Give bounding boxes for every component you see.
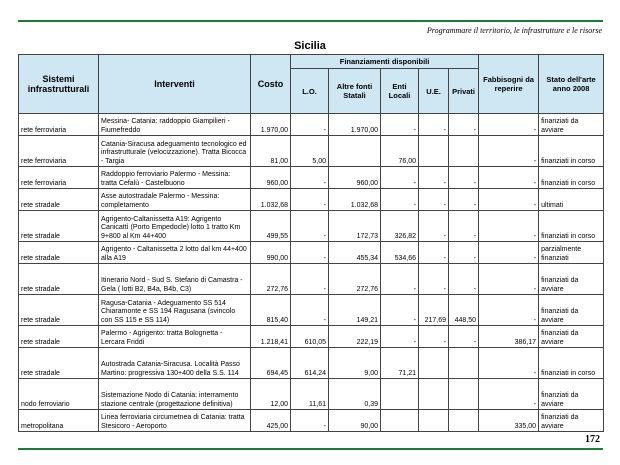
header-ue: U.E. (419, 69, 449, 114)
row-ue (419, 379, 449, 410)
row-fabbisogni: - (479, 189, 539, 211)
row-enti-locali: - (381, 167, 419, 189)
table-row (19, 410, 604, 432)
row-sistema: rete ferroviaria (19, 167, 99, 189)
bottom-rule (18, 448, 603, 450)
header-fabbisogni: Fabbisogni da reperire (479, 55, 539, 114)
row-costo: 499,55 (251, 211, 291, 242)
row-lo: - (291, 242, 329, 264)
row-privati: - (449, 167, 479, 189)
row-lo: - (291, 211, 329, 242)
row-sistema: rete stradale (19, 295, 99, 326)
row-fabbisogni: - (479, 167, 539, 189)
row-sistema: rete stradale (19, 242, 99, 264)
header-sistemi: Sistemi infrastrutturali (19, 55, 99, 114)
row-stato: finanziati da avviare (539, 114, 604, 136)
row-intervento: Catania-Siracusa adeguamento tecnologico ed infrastrutturale (velocizzazione). Tratta Bicocca - Targia (99, 136, 251, 167)
row-privati: - (449, 264, 479, 295)
row-fabbisogni: 335,00 (479, 410, 539, 432)
table-row (19, 379, 604, 410)
table-row (19, 242, 604, 264)
row-lo: - (291, 264, 329, 295)
row-lo: 5,00 (291, 136, 329, 167)
page-tagline: Programmare il territorio, le infrastrutture e le risorse (426, 26, 602, 35)
row-stato: finanziati in corso (539, 136, 604, 167)
row-sistema: rete stradale (19, 264, 99, 295)
row-ue: 217,69 (419, 295, 449, 326)
row-stato: finanziati da avviare (539, 326, 604, 348)
row-enti-locali: - (381, 264, 419, 295)
row-enti-locali: - (381, 189, 419, 211)
table-body (19, 114, 604, 432)
row-costo: 1.032,68 (251, 189, 291, 211)
row-privati (449, 348, 479, 379)
row-privati: - (449, 114, 479, 136)
table-row (19, 114, 604, 136)
table-row (19, 211, 604, 242)
row-lo: 614,24 (291, 348, 329, 379)
table-row (19, 136, 604, 167)
row-costo: 425,00 (251, 410, 291, 432)
header-finanziamenti: Finanziamenti disponibili (291, 55, 479, 69)
row-enti-locali: 71,21 (381, 348, 419, 379)
table-row (19, 264, 604, 295)
row-enti-locali (381, 410, 419, 432)
row-altre-fonti: 455,34 (329, 242, 381, 264)
row-ue: - (419, 242, 449, 264)
row-costo: 815,40 (251, 295, 291, 326)
row-altre-fonti: 149,21 (329, 295, 381, 326)
header-costo: Costo (251, 55, 291, 114)
row-ue: - (419, 189, 449, 211)
row-privati: - (449, 189, 479, 211)
row-altre-fonti: 90,00 (329, 410, 381, 432)
table-row (19, 189, 604, 211)
row-sistema: rete stradale (19, 326, 99, 348)
row-stato: finanziati in corso (539, 211, 604, 242)
row-stato: ultimati (539, 189, 604, 211)
row-stato: finanziati da avviare (539, 264, 604, 295)
row-fabbisogni: 386,17 (479, 326, 539, 348)
row-intervento: Ragusa-Catania - Adeguamento SS 514 Chiaramonte e SS 194 Ragusana (svincolo con SS 115 e SS 114) (99, 295, 251, 326)
row-privati: - (449, 211, 479, 242)
row-altre-fonti: 0,39 (329, 379, 381, 410)
row-sistema: metropolitana (19, 410, 99, 432)
row-costo: 272,76 (251, 264, 291, 295)
row-intervento: Sistemazione Nodo di Catania: interramento stazione centrale (progettazione definitiva) (99, 379, 251, 410)
row-intervento: Palermo - Agrigento: tratta Bolognetta - Lercara Friddi (99, 326, 251, 348)
row-privati: - (449, 326, 479, 348)
row-altre-fonti: 1.032,68 (329, 189, 381, 211)
funding-table (18, 54, 604, 432)
row-lo: - (291, 410, 329, 432)
row-altre-fonti: 1.970,00 (329, 114, 381, 136)
row-costo: 12,00 (251, 379, 291, 410)
row-intervento: Asse autostradale Palermo - Messina: completamento (99, 189, 251, 211)
row-enti-locali: 76,00 (381, 136, 419, 167)
row-altre-fonti: 222,19 (329, 326, 381, 348)
row-altre-fonti (329, 136, 381, 167)
row-sistema: rete stradale (19, 348, 99, 379)
row-altre-fonti: 9,00 (329, 348, 381, 379)
row-costo: 990,00 (251, 242, 291, 264)
row-intervento: Messina- Catania: raddoppio Giampilieri - Fiumefreddo (99, 114, 251, 136)
table-row (19, 295, 604, 326)
row-altre-fonti: 272,76 (329, 264, 381, 295)
row-intervento: Autostrada Catania-Siracusa. Località Passo Martino: progressiva 130+400 della S.S. 114 (99, 348, 251, 379)
row-fabbisogni: - (479, 264, 539, 295)
row-lo: - (291, 114, 329, 136)
row-fabbisogni: - (479, 136, 539, 167)
row-ue (419, 136, 449, 167)
row-lo: - (291, 167, 329, 189)
row-altre-fonti: 172,73 (329, 211, 381, 242)
row-altre-fonti: 960,00 (329, 167, 381, 189)
header-altre-fonti: Altre fonti Statali (329, 69, 381, 114)
page-number: 172 (585, 434, 600, 445)
row-ue: - (419, 211, 449, 242)
row-enti-locali: - (381, 114, 419, 136)
row-sistema: rete ferroviaria (19, 114, 99, 136)
row-ue (419, 410, 449, 432)
row-stato: finanziati da avviare (539, 295, 604, 326)
row-enti-locali: 534,66 (381, 242, 419, 264)
row-stato: finanziati da avviare (539, 379, 604, 410)
row-fabbisogni: - (479, 211, 539, 242)
row-fabbisogni: - (479, 242, 539, 264)
table-row (19, 167, 604, 189)
row-ue: - (419, 326, 449, 348)
row-costo: 960,00 (251, 167, 291, 189)
row-intervento: Linea ferroviaria circumetnea di Catania: tratta Stesicoro - Aeroporto (99, 410, 251, 432)
row-enti-locali: 326,82 (381, 211, 419, 242)
top-rule (18, 20, 603, 22)
row-intervento: Raddoppio ferroviario Palermo - Messina: tratta Cefalù - Castelbuono (99, 167, 251, 189)
header-stato: Stato dell'arte anno 2008 (539, 55, 604, 114)
header-lo: L.O. (291, 69, 329, 114)
row-costo: 81,00 (251, 136, 291, 167)
row-fabbisogni: - (479, 295, 539, 326)
header-interventi: Interventi (99, 55, 251, 114)
row-ue (419, 348, 449, 379)
row-sistema: rete ferroviaria (19, 136, 99, 167)
row-costo: 1.218,41 (251, 326, 291, 348)
table-row (19, 348, 604, 379)
row-lo: 610,05 (291, 326, 329, 348)
row-intervento: Itinerario Nord - Sud S. Stefano di Camastra - Gela ( lotti B2, B4a, B4b, C3) (99, 264, 251, 295)
row-enti-locali: - (381, 326, 419, 348)
row-lo: 11,61 (291, 379, 329, 410)
row-intervento: Agrigento - Caltanissetta 2 lotto dal km 44+400 alla A19 (99, 242, 251, 264)
row-costo: 1.970,00 (251, 114, 291, 136)
row-privati (449, 136, 479, 167)
row-privati (449, 410, 479, 432)
row-fabbisogni: - (479, 114, 539, 136)
row-intervento: Agrigento-Caltanissetta A19: Agrigento Canicattì (Porto Empedocle) lotto 1 tratto Km 9+800 al Km 44+400 (99, 211, 251, 242)
row-privati: 448,50 (449, 295, 479, 326)
row-ue: - (419, 167, 449, 189)
header-privati: Privati (449, 69, 479, 114)
row-stato: finanziati in corso (539, 348, 604, 379)
row-costo: 694,45 (251, 348, 291, 379)
row-stato: finanziati da avviare (539, 410, 604, 432)
row-enti-locali (381, 379, 419, 410)
row-privati (449, 379, 479, 410)
row-stato: finanziati in corso (539, 167, 604, 189)
row-ue: - (419, 264, 449, 295)
row-enti-locali: - (381, 295, 419, 326)
row-lo: - (291, 189, 329, 211)
region-title: Sicilia (294, 40, 326, 52)
row-sistema: rete stradale (19, 189, 99, 211)
row-fabbisogni: - (479, 348, 539, 379)
table-row (19, 326, 604, 348)
row-fabbisogni: - (479, 379, 539, 410)
row-sistema: rete stradale (19, 211, 99, 242)
row-stato: parzialmente finanziati (539, 242, 604, 264)
row-privati: - (449, 242, 479, 264)
row-sistema: nodo ferroviario (19, 379, 99, 410)
header-enti-locali: Enti Locali (381, 69, 419, 114)
row-lo: - (291, 295, 329, 326)
row-ue: - (419, 114, 449, 136)
